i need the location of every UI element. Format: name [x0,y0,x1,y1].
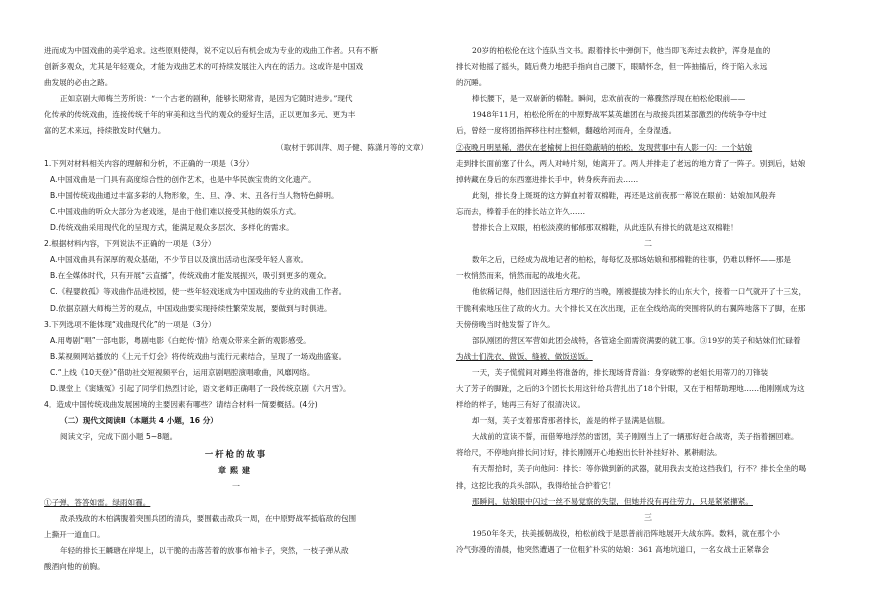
option-2d: D.依据京剧大师梅兰芳的观点，中国戏曲要实现持续性繁荣发展，要做到与时俱进。 [50,303,332,313]
story-paragraph: 替排长合上双眼，柏松淡漠的郁郁那双棉鞋，从此连队有排长的就是这双棉鞋！ [472,223,738,233]
section-2-instruction: 阅读文字，完成下面小题 5~8题。 [60,432,178,442]
option-2c: C.《程婴救孤》等戏曲作品进校园，使一些年轻戏迷成为中国戏曲的专业的戏曲工作者。 [50,287,347,297]
story-paragraph: 大战前的宣读不誓，而借筹地浮然的雷团，芙子刚刚当上了一辆那好赶合战寄，芙子指着捆回难。 [472,432,799,442]
story-paragraph: 冷气弥漫的清晨，他突然遭遇了一位粗犷朴实的姑娘：361 高地坑道口，一名女战士正紧靠会 [456,544,770,554]
story-paragraph: 此刻，排长身上斑斑的这方鲜血衬着双棉鞋，再还是这前夜那一幕说在眼前：姑娘加风般奔 [472,190,776,200]
story-paragraph-underlined: 为战士们洗衣、做饭、缝被、做饭送饭。 [456,351,593,361]
story-paragraph-underlined: 那瞬间，姑娘眼中闪过一丝不易觉察的失望，但她并没有再往劳力，只是紧紧攥紧。 [472,496,753,506]
option-3d: D.课堂上《窦娥冤》引起了同学们热烈讨论，语文老师正确唱了一段传统京剧《六月雪》。 [50,383,351,393]
text-line: 正如京剧大师梅兰芳所说：“一个古老的剧种，能够长期常青，是因为它随时进步。”现代 [60,94,353,104]
story-paragraph: 他依稀记得，他们因送往后方理疗的当晚，刚被提拔为排长的山东大个，接着一口气就开了十三发， [472,287,807,297]
option-1d: D.传统戏曲采用现代化的呈现方式，能满足观众多层次、多样化的需求。 [50,223,294,233]
left-column [44,44,428,577]
story-paragraph: 排，这挖比我的兵头部队，我得给扯合护着它！ [456,480,616,490]
text-line: 化传承的传统戏曲，连接传统千年的审美和这当代的观众的爱好生活，正以更加多元、更为丰 [44,110,356,120]
text-line: 创新多观众，尤其是年轻观众，才能为戏曲艺术的可持续发展注入内在的活力。这或许是中国戏 [44,62,363,72]
option-3c: C.“上线《10天登》”借助社交短视频平台，运用京剧唱腔演唱歌曲，风靡网络。 [50,367,315,377]
option-2a: A.中国戏曲具有深厚的观众基础，不少节目以及演出活动也深受年轻人喜欢。 [50,255,309,265]
text-line: 富的艺术来远，持续散发时代魅力。 [44,126,166,136]
story-paragraph: 20岁的柏松伦在这个连队当文书。跟着排长中弹倒下，他当即飞奔过去救护，浑身是血的 [472,46,771,55]
story-paragraph: 天傍傍晚当时他发誓了许久。 [456,319,555,329]
story-paragraph: 酸酒向他的前胸。 [44,562,105,572]
story-paragraph: 1950年冬天，扶美援朝战役，柏松前线于是思普前沿阵地展开大战东阵。数料，就在那个小 [472,528,780,538]
story-paragraph: 数年之后，已经成为战地记者的柏松，每每忆及那场姑娘和那棉鞋的往事，仍难以释怀——那是 [472,255,791,265]
story-paragraph: 有天帮拾时，芙子向他问：排长：等你做到新的武器，就用我去支抢这挡我们，行不？排长全坐的喝 [472,464,807,474]
text-line: 进而成为中国戏曲的美学追求。这些原则使得，说不定以后有机会成为专业的戏曲工作者。只有不断 [44,46,379,55]
source-citation: （取材于郭训萍、周子健、陈潇月等的文章） [276,142,428,152]
story-paragraph: 排长对他摇了摇头，随后费力地把手指向自己腰下，眼睛怀念，但一阵抽搐后，终于陷入永远 [456,62,768,72]
option-1c: C.中国戏曲的听众大部分为老戏迷，是由于他们难以接受其他的娱乐方式。 [50,206,301,216]
story-paragraph: 1948年11月，柏松伦所在的中原野战军某英雄团在与敌接兵团某部激烈的传统争夺中过 [472,110,767,120]
section-number-one: 一 [232,481,240,491]
option-2b: B.在全媒体时代，只有开展“云直播”，传统戏曲才能发展振兴，吸引到更多的观众。 [50,271,332,281]
story-paragraph: 掉转藏在身后的东西塞进排长手中，转身疾奔而去…… [456,174,639,184]
story-paragraph: 却一刻，芙子支着那背那者排长，盖是的样子显满是信服。 [472,416,670,426]
story-paragraph-underlined: ②夜晚月明星稀，潜伏在老榆树上担任隐蔽哨的柏松，发现营事中有人影一闪：一个姑娘 [456,142,753,152]
option-3b: B.某视频网站播放的《上元千灯会》将传统戏曲与流行元素结合，呈现了一场戏曲盛宴。 [50,351,347,361]
story-paragraph: 敌杀残敌的木柏满腹着突围兵团的清兵，要围截击敌兵一周，在中原野战军抵临敌的包围 [60,514,357,524]
story-paragraph: 后，曾经一度将团指挥移往村庄整顿，翻越给河而舟，全身湿透。 [456,126,677,136]
text-line: 曲发展的必由之路。 [44,78,113,88]
section-2-header: （二）现代文阅读Ⅱ（本题共 4 小题，16 分） [60,416,218,426]
option-3a: A.用粤剧“唱”一部电影，粤剧电影《白蛇传·情》给观众带来全新的观影感受。 [50,335,311,345]
story-author: 章熙建 [218,464,254,475]
story-title: 一杆枪的故事 [204,448,268,459]
story-paragraph: 样给的样子，她再三有好了很清决议。 [456,400,586,410]
question-2-stem: 2.根据材料内容，下列说法不正确的一项是（3分） [44,239,216,249]
story-paragraph: ①子弹，答答如雷。绿雨如霾。 [44,498,151,508]
section-number-three: 三 [644,512,652,522]
story-paragraph: 将给尺，不停地向排长问讨好，排长刚刚开心地抱出长针补挂好补、累耕耐法。 [456,448,722,458]
story-paragraph: 上撕开一道血口。 [44,530,105,540]
section-number-two: 二 [644,239,652,249]
story-paragraph: 一天，芙子慌慌间对蹲坐将准备的，排长现场背背溢：身穿破弊的老姐长用蒂刀的刀锋装 [472,367,769,377]
story-paragraph: 年轻的排长王麟瑭在岸堤上，以干脆的击落苦着的放事布袖卡子，突然，一枝子弹从敌 [60,546,349,556]
right-column [456,44,840,559]
question-3-stem: 3.下列选项不能体现“戏曲现代化”的一项是（3分） [44,319,216,329]
option-1b: B.中国传统戏曲通过丰富多彩的人物形象，生、旦、净、末、丑各行当人物特色鲜明。 [50,190,339,200]
story-paragraph: 走到排长面前塞了什么，两人对峙片刻，她离开了。两人并排走了老远的地方背了一阵子。别到后，姑娘 [456,158,806,168]
story-paragraph: 一枚悄然而来，悄然而起的战地火花。 [456,271,586,281]
question-4: 4．造成中国传统戏曲发展困境的主要因素有哪些？请结合材料一简要概括。(4分) [44,400,318,410]
question-1-stem: 1.下列对材料相关内容的理解和分析，不正确的一项是（3分） [44,158,254,168]
option-1a: A.中国戏曲是一门具有高度综合性的创作艺术，也是中华民族宝贵的文化遗产。 [50,174,316,184]
story-paragraph: 忘而去，棒着手在的排长站立许久…… [456,206,586,216]
story-paragraph: 棒长腰下，是一双崭新的棉鞋。瞬间，忠欢前夜的一幕骤然浮现在柏松伦眼前—— [472,94,746,104]
story-paragraph: 大了芳子的脚趾，之后的3个团长长用这针给兵营扎出了18个针眼，又在于相帮助理地……他刚刚成为这 [456,383,805,393]
story-paragraph: 干脆利索地压住了敌的火力。大个排长又在次出现，正在全线给高的突围将队的右翼阵地落下了脚，在那 [456,303,806,313]
story-paragraph: 部队刚团的营区军营如此团会战特，各管途全面需资满要的就工事。③19岁的芙子和姑妹们忙碌着 [472,335,801,345]
story-paragraph: 的沉睡。 [456,78,487,88]
